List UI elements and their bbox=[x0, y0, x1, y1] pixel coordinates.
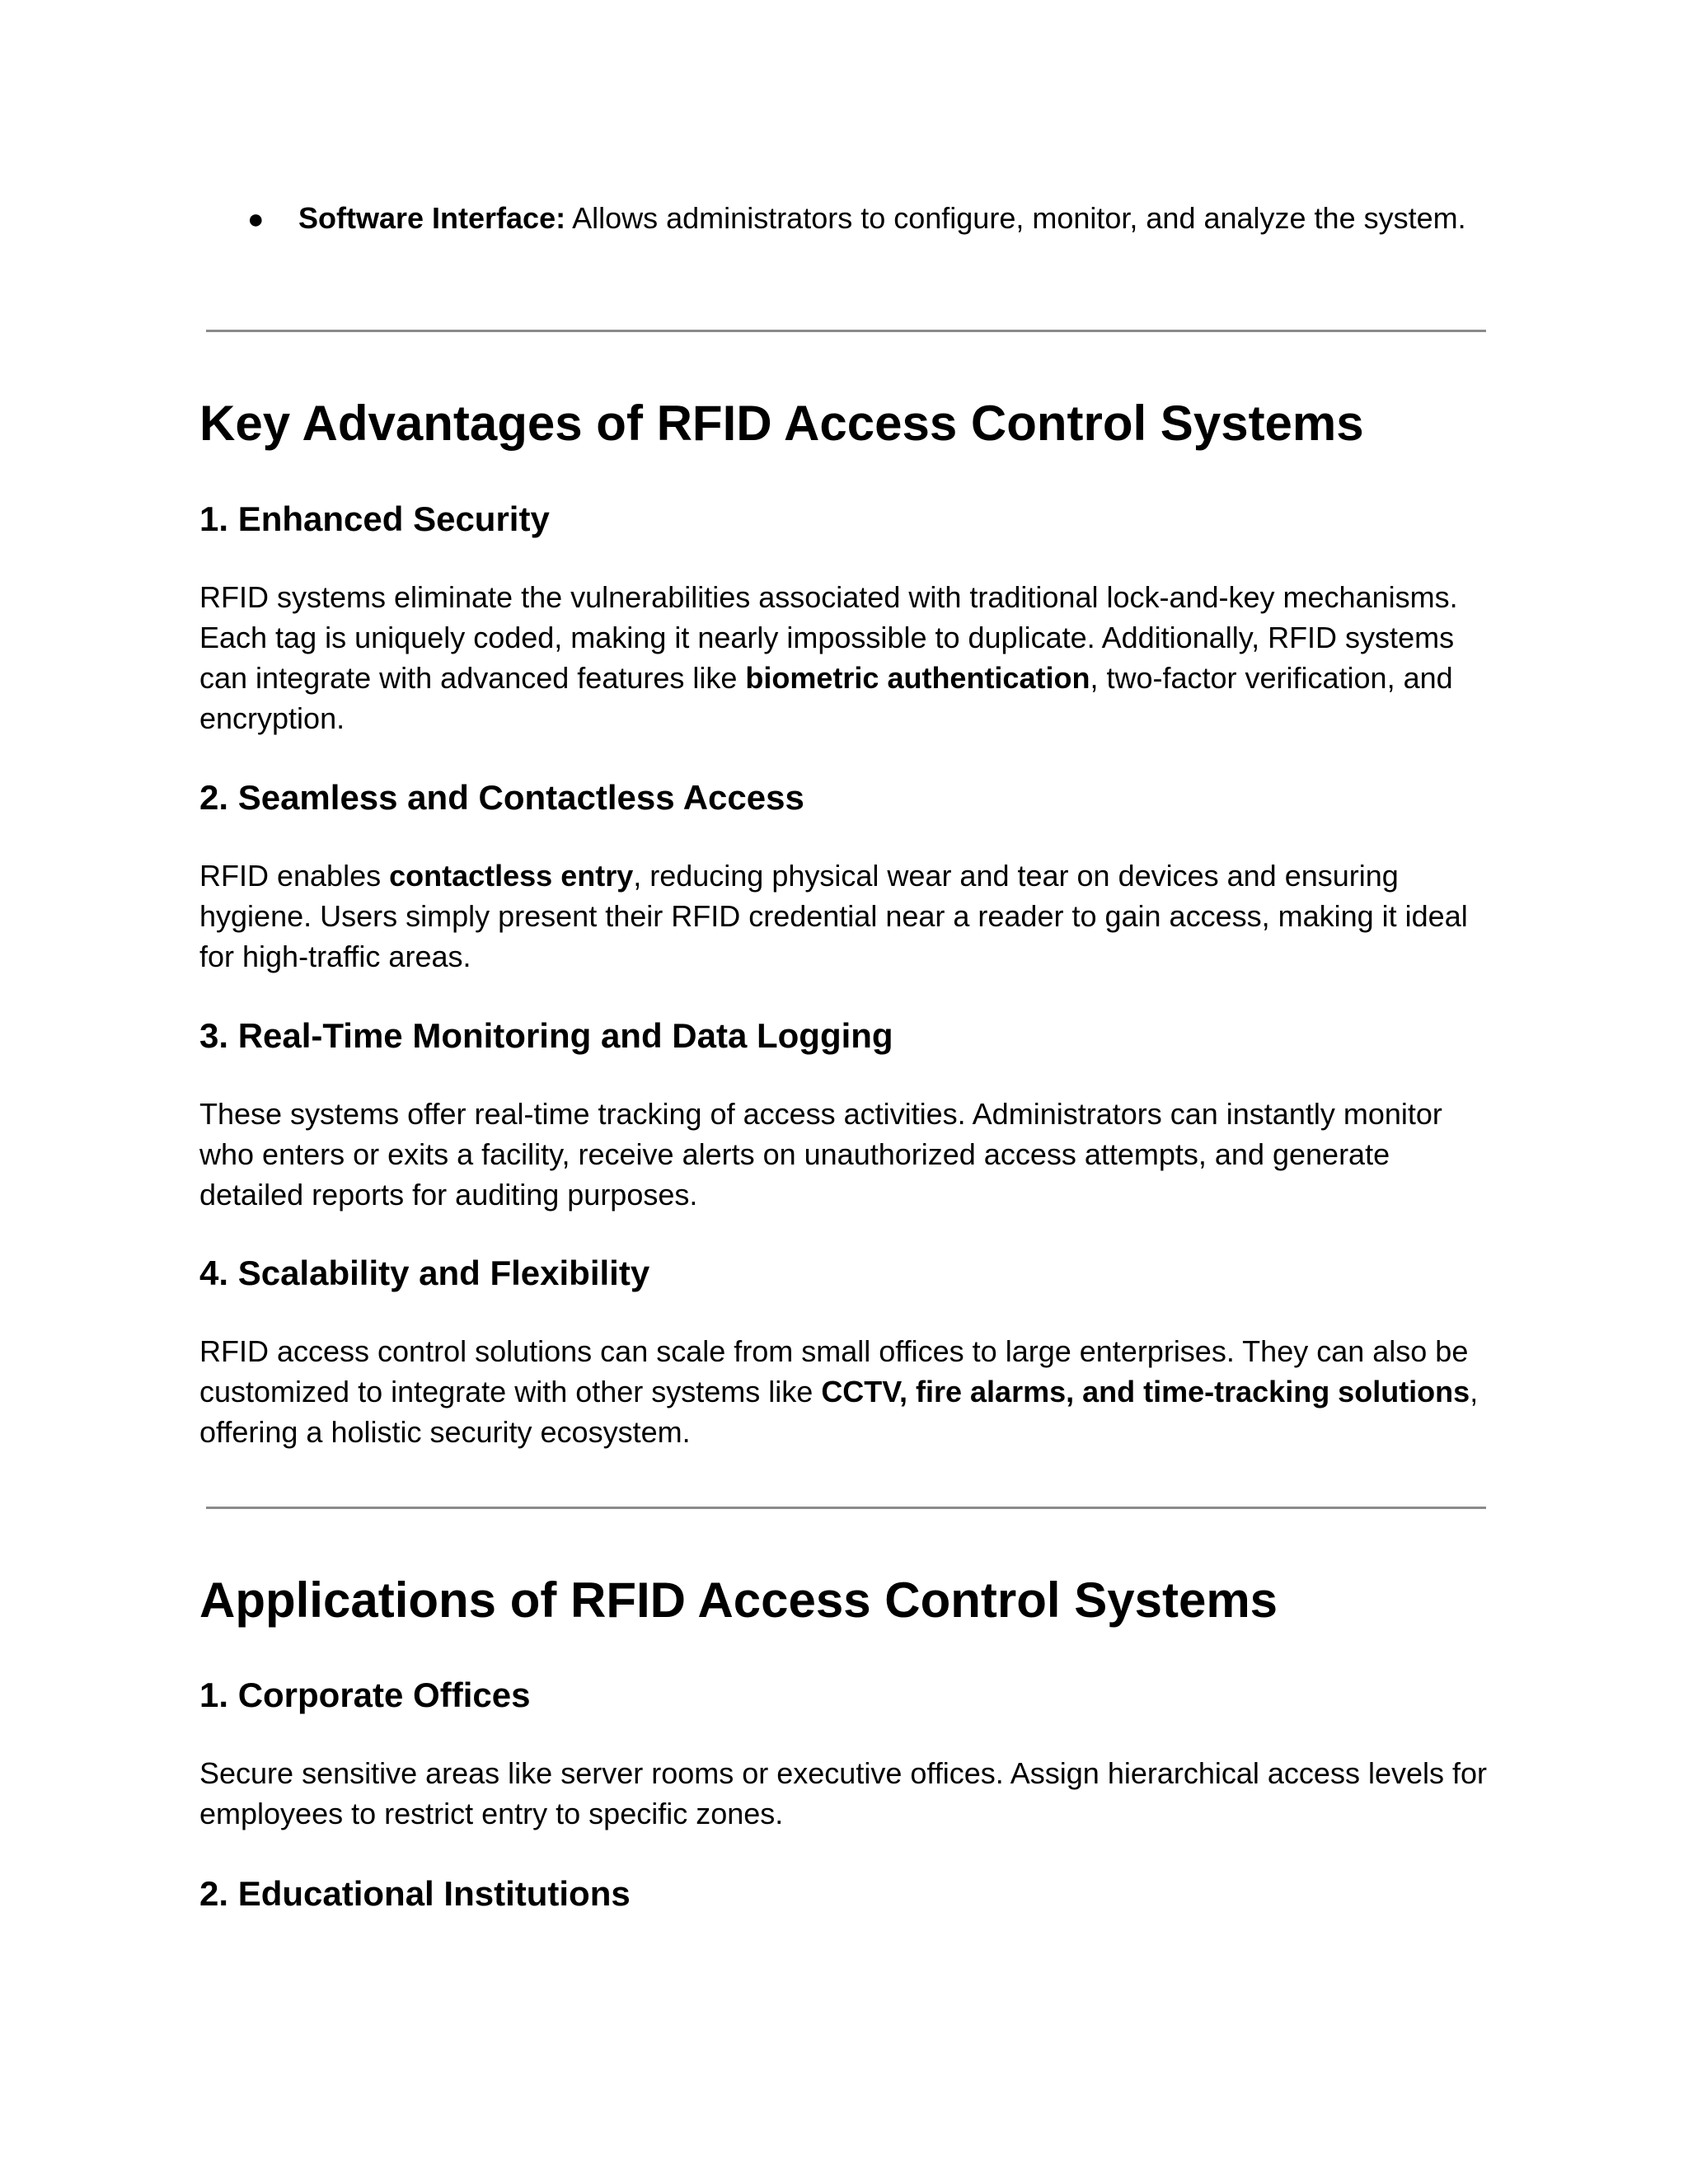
heading-corporate-offices: 1. Corporate Offices bbox=[199, 1675, 531, 1714]
bullet-text bbox=[298, 198, 1485, 238]
paragraph-emphasis: contactless entry bbox=[389, 859, 634, 893]
paragraph-text: , reducing physical wear and tear on devices and ensuring hygiene. Users simply present their RFID credential near a reader to gain access, making it ideal for high-traffic areas. bbox=[199, 859, 1468, 973]
section-title-applications: Applications of RFID Access Control Systems bbox=[199, 1572, 1278, 1628]
heading-enhanced-security: 1. Enhanced Security bbox=[199, 499, 550, 538]
paragraph-emphasis: CCTV, fire alarms, and time-tracking solutions bbox=[821, 1375, 1470, 1408]
section-divider bbox=[206, 330, 1486, 332]
heading-educational-institutions: 2. Educational Institutions bbox=[199, 1874, 631, 1913]
heading-real-time-monitoring: 3. Real-Time Monitoring and Data Logging bbox=[199, 1016, 893, 1055]
paragraph-enhanced-security bbox=[199, 577, 1502, 738]
paragraph-text: RFID enables bbox=[199, 859, 390, 893]
heading-scalability: 4. Scalability and Flexibility bbox=[199, 1254, 650, 1292]
paragraph-real-time-monitoring: These systems offer real-time tracking of access activities. Administrators can instantly monitor who enters or exits a facility, receive alerts on unauthorized access attempts, and generate detailed reports for auditing purposes. bbox=[199, 1097, 1442, 1212]
section-title-advantages: Key Advantages of RFID Access Control Systems bbox=[199, 396, 1364, 451]
paragraph-text: RFID systems eliminate the vulnerabilities associated with traditional lock-and-key mechanisms. Each tag is uniquely coded, making it nearly impossible to duplicate. Additionally, RFID systems can integrate with advanced features like bbox=[199, 580, 1458, 695]
bullet-description: Allows administrators to configure, monitor, and analyze the system. bbox=[565, 201, 1466, 235]
bullet-label: Software Interface: bbox=[298, 201, 566, 235]
section-divider bbox=[206, 1507, 1486, 1509]
paragraph-scalability bbox=[199, 1331, 1502, 1452]
paragraph-text: RFID access control solutions can scale from small offices to large enterprises. They can also be customized to integrate with other systems like bbox=[199, 1334, 1469, 1408]
paragraph-contactless-access bbox=[199, 855, 1502, 977]
paragraph-text: , two-factor verification, and encryption. bbox=[199, 661, 1453, 735]
paragraph-emphasis: biometric authentication bbox=[745, 661, 1090, 695]
paragraph-corporate-offices: Secure sensitive areas like server rooms or executive offices. Assign hierarchical access levels for employees to restrict entry to specific zones. bbox=[199, 1756, 1487, 1830]
heading-contactless-access: 2. Seamless and Contactless Access bbox=[199, 778, 804, 817]
paragraph-text: , offering a holistic security ecosystem. bbox=[199, 1375, 1479, 1449]
bullet-dot-icon: ● bbox=[247, 204, 265, 235]
